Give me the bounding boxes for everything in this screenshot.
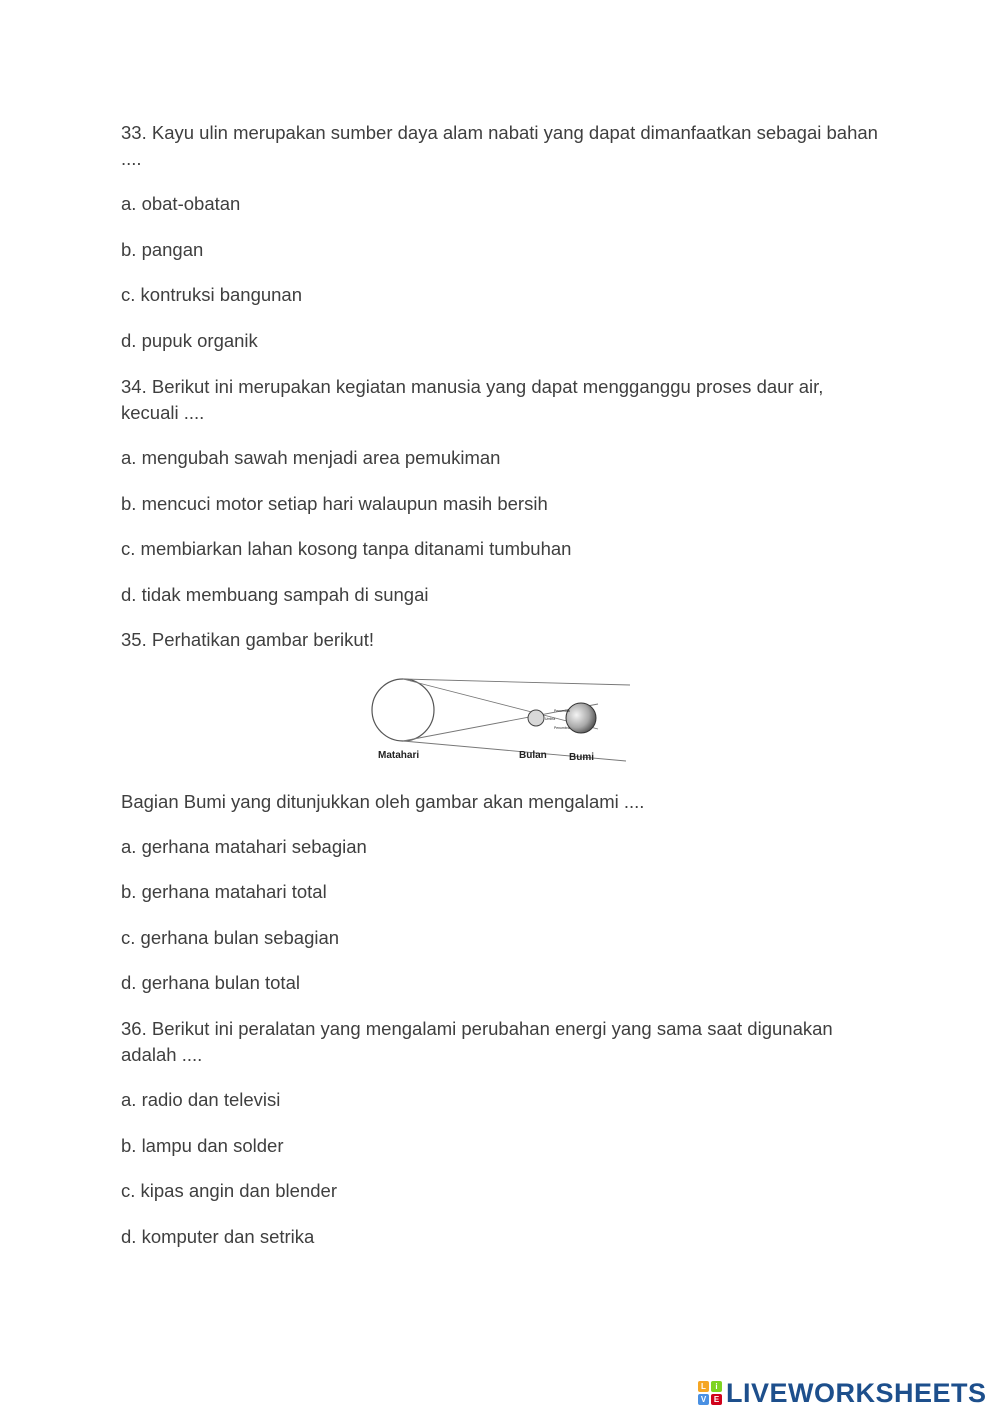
logo-mark-letter: i [711, 1381, 722, 1392]
question-35-prompt: Bagian Bumi yang ditunjukkan oleh gambar akan mengalami .... [121, 791, 645, 812]
question-36-option-b: b. lampu dan solder [121, 1135, 284, 1156]
question-35-text: 35. Perhatikan gambar berikut! [121, 629, 374, 650]
liveworksheets-logo [698, 1377, 987, 1409]
logo-mark-letter: V [698, 1394, 709, 1405]
question-36-option-d: d. komputer dan setrika [121, 1226, 315, 1247]
eclipse-diagram [360, 672, 640, 770]
logo-text: LIVEWORKSHEETS [726, 1377, 987, 1408]
question-33-option-a: a. obat-obatan [121, 193, 241, 214]
question-34-text: 34. Berikut ini merupakan kegiatan manusia yang dapat mengganggu proses daur air, kecuali .... [121, 376, 824, 423]
logo-mark-letter: E [711, 1394, 722, 1405]
logo-mark-letter: L [698, 1381, 709, 1392]
question-34-option-a: a. mengubah sawah menjadi area pemukiman [121, 447, 501, 468]
question-35-option-c: c. gerhana bulan sebagian [121, 927, 340, 948]
logo-mark-icon [698, 1381, 722, 1405]
moon-circle [528, 710, 544, 726]
umbra-label: Umbra [545, 717, 556, 721]
earth-circle [566, 703, 596, 733]
question-34-option-d: d. tidak membuang sampah di sungai [121, 584, 429, 605]
question-33-option-d: d. pupuk organik [121, 330, 258, 351]
penumbra-top-label: Penumbra [554, 709, 570, 713]
question-33-option-b: b. pangan [121, 239, 204, 260]
question-36-text: 36. Berikut ini peralatan yang mengalami perubahan energi yang sama saat digunakan adalah .... [121, 1018, 833, 1065]
question-35-option-a: a. gerhana matahari sebagian [121, 836, 367, 857]
question-34-option-b: b. mencuci motor setiap hari walaupun masih bersih [121, 493, 548, 514]
sun-label: Matahari [378, 750, 420, 761]
question-36-option-c: c. kipas angin dan blender [121, 1180, 337, 1201]
earth-label: Bumi [569, 752, 594, 763]
question-35-option-d: d. gerhana bulan total [121, 972, 300, 993]
question-36-option-a: a. radio dan televisi [121, 1089, 281, 1110]
penumbra-bottom-label: Penumbra [554, 726, 570, 730]
question-33-option-c: c. kontruksi bangunan [121, 284, 303, 305]
question-33-text: 33. Kayu ulin merupakan sumber daya alam nabati yang dapat dimanfaatkan sebagai bahan .... [121, 122, 878, 169]
question-35-option-b: b. gerhana matahari total [121, 881, 327, 902]
question-34-option-c: c. membiarkan lahan kosong tanpa ditanami tumbuhan [121, 538, 572, 559]
sun-circle [372, 679, 434, 741]
ray-line [403, 679, 630, 685]
moon-label: Bulan [519, 750, 547, 761]
